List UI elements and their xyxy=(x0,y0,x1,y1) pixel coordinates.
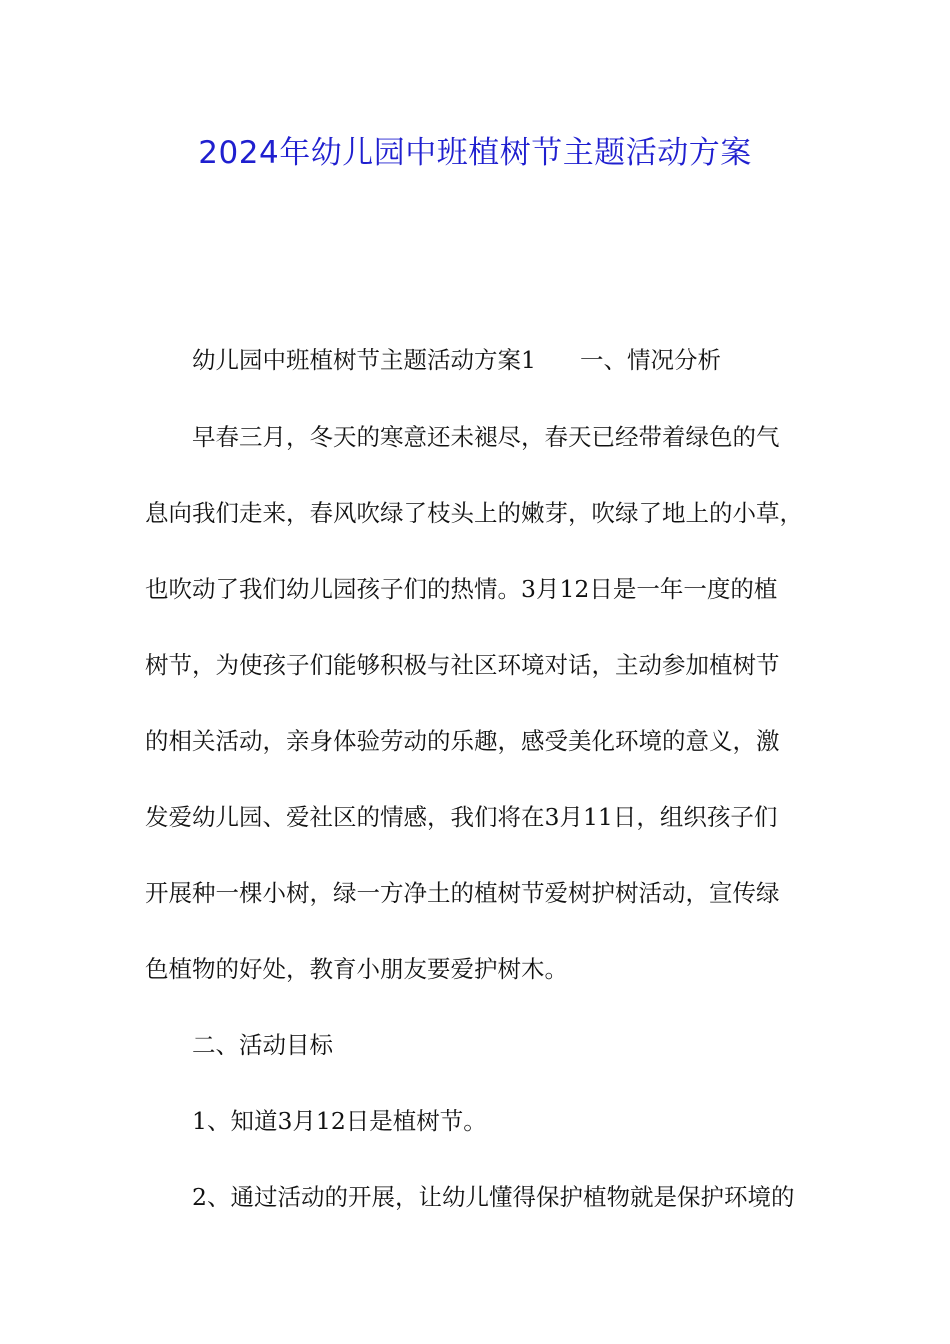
paragraph1-line-2: 息向我们走来，春风吹绿了枝头上的嫩芽，吹绿了地上的小草， xyxy=(145,499,803,527)
paragraph1-line-7: 开展种一棵小树，绿一方净土的植树节爱树护树活动，宣传绿 xyxy=(145,879,780,907)
paragraph1-line-5: 的相关活动，亲身体验劳动的乐趣，感受美化环境的意义，激 xyxy=(145,727,780,755)
paragraph1-line-8: 色植物的好处，教育小朋友要爱护树木。 xyxy=(145,955,568,983)
section2-heading: 二、活动目标 xyxy=(192,1031,333,1059)
paragraph1-line-6: 发爱幼儿园、爱社区的情感，我们将在3月11日，组织孩子们 xyxy=(145,803,778,831)
plan-heading: 幼儿园中班植树节主题活动方案1 xyxy=(192,346,536,374)
section1-heading: 一、情况分析 xyxy=(579,346,721,374)
goal-item-2: 2、通过活动的开展，让幼儿懂得保护植物就是保护环境的 xyxy=(192,1183,795,1211)
paragraph1-line-1: 早春三月，冬天的寒意还未褪尽，春天已经带着绿色的气 xyxy=(192,423,780,451)
paragraph1-line-3: 也吹动了我们幼儿园孩子们的热情。3月12日是一年一度的植 xyxy=(145,575,778,603)
paragraph1-line-4: 树节，为使孩子们能够积极与社区环境对话，主动参加植树节 xyxy=(145,651,780,679)
plan-heading-line xyxy=(192,343,721,377)
goal-item-1: 1、知道3月12日是植树节。 xyxy=(192,1107,487,1135)
document-title: 2024年幼儿园中班植树节主题活动方案 xyxy=(198,135,752,171)
